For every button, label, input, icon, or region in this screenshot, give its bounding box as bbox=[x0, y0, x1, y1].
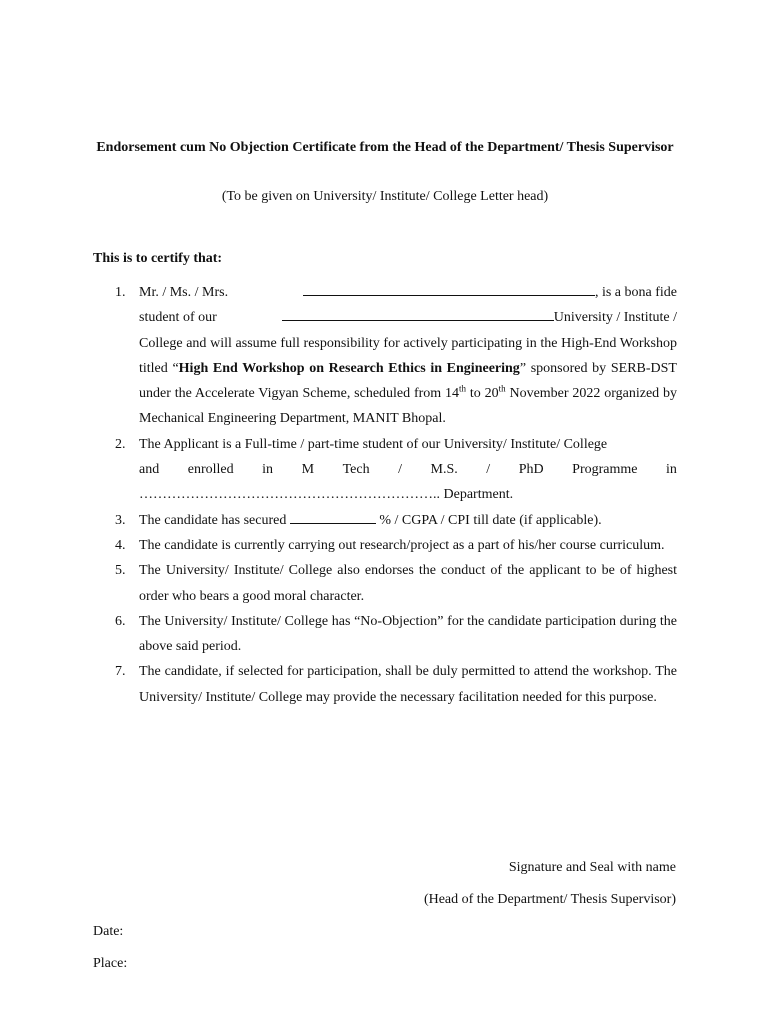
list-item-7 bbox=[93, 659, 677, 710]
item-number: 2. bbox=[115, 436, 126, 452]
workshop-title: High End Workshop on Research Ethics in Engineering bbox=[178, 360, 520, 376]
list-item-5 bbox=[93, 558, 677, 609]
salutation: Mr. / Ms. / Mrs. bbox=[139, 285, 229, 300]
signatory-designation: (Head of the Department/ Thesis Supervisor) bbox=[423, 892, 676, 907]
item-number: 4. bbox=[115, 537, 126, 553]
line-university bbox=[139, 305, 677, 330]
university-blank[interactable] bbox=[282, 306, 554, 321]
item-text: The candidate, if selected for participation, shall be duly permitted to attend the workshop. The University/ Institute/ College may provide the necessary facilitation needed for this purpose. bbox=[139, 664, 677, 705]
date-label: Date: bbox=[93, 924, 124, 939]
list-item-6 bbox=[93, 609, 677, 660]
programme-line: and enrolled in M Tech / M.S. / PhD Programme in bbox=[139, 462, 677, 478]
signature-label: Signature and Seal with name bbox=[508, 860, 676, 875]
document-title: Endorsement cum No Objection Certificate from the Head of the Department/ Thesis Supervisor bbox=[96, 140, 674, 155]
bona-fide-text: , is a bona fide bbox=[594, 285, 677, 300]
item-number: 6. bbox=[115, 613, 126, 629]
department-line[interactable]: ……………………………………………………….. Department. bbox=[139, 487, 514, 503]
item-number: 7. bbox=[115, 664, 126, 680]
place-label: Place: bbox=[93, 956, 128, 971]
item-text: The University/ Institute/ College has “No-Objection” for the candidate participation during the above said period. bbox=[139, 613, 677, 655]
item-1-body: College and will assume full responsibility for actively participating in the High-End Workshop titled “High End Workshop on Research Ethics in Engineering” sponsored by SERB-DST under the Accelerate Vigyan Scheme, scheduled from 14th to 20th November 2022 organized by Mechanical Engineering Department, MANIT Bhopal. bbox=[139, 335, 677, 427]
student-of-our-text: student of our bbox=[139, 310, 217, 326]
item-number: 5. bbox=[115, 563, 126, 579]
list-item-4 bbox=[93, 533, 677, 558]
line-name bbox=[139, 280, 677, 305]
name-blank[interactable] bbox=[303, 281, 595, 296]
applicant-line-1: The Applicant is a Full-time / part-time student of our University/ Institute/ College bbox=[139, 436, 608, 452]
intro-heading: This is to certify that: bbox=[93, 251, 223, 266]
list-item-1 bbox=[93, 280, 677, 432]
university-institute-text: University / Institute / bbox=[553, 310, 677, 326]
document-subtitle: (To be given on University/ Institute/ College Letter head) bbox=[221, 189, 549, 204]
item-text: The candidate is currently carrying out research/project as a part of his/her course curriculum. bbox=[139, 537, 665, 553]
score-blank[interactable] bbox=[290, 509, 376, 524]
item-number: 3. bbox=[115, 512, 126, 528]
item-text: The University/ Institute/ College also endorses the conduct of the applicant to be of highest order who bears a good moral character. bbox=[139, 563, 677, 604]
list-item-3: 3. The candidate has secured % / CGPA / CPI till date (if applicable). bbox=[93, 508, 677, 533]
certification-list bbox=[93, 280, 677, 710]
list-item-2 bbox=[93, 432, 677, 508]
item-number: 1. bbox=[115, 285, 126, 300]
